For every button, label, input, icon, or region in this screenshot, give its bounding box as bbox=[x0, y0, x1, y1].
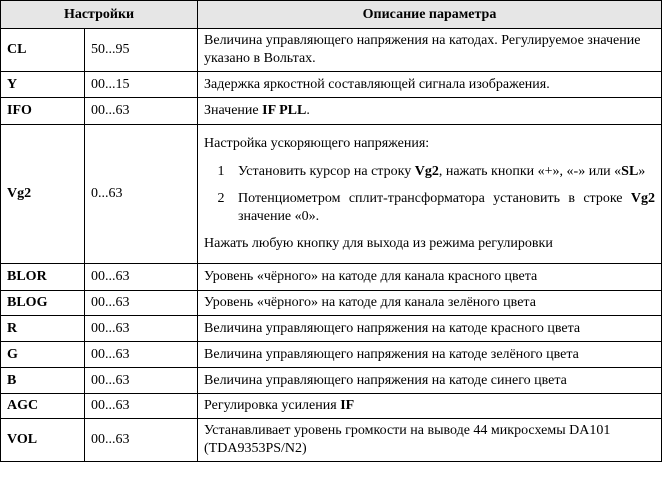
table-row bbox=[1, 316, 662, 342]
table-row bbox=[1, 29, 662, 72]
param-range: 00...63 bbox=[85, 394, 198, 419]
param-description: Устанавливает уровень громкости на выводе 44 микросхемы DA101 (TDA9353PS/N2) bbox=[198, 419, 662, 462]
param-description: Величина управляющего напряжения на катодах. Регулируемое значение указано в Вольтах. bbox=[198, 29, 662, 72]
list-item bbox=[204, 163, 655, 181]
step-text bbox=[238, 163, 655, 181]
param-description: Уровень «чёрного» на катоде для канала зелёного цвета bbox=[198, 291, 662, 316]
header-row bbox=[1, 1, 662, 29]
param-name: R bbox=[1, 316, 85, 342]
param-range: 00...63 bbox=[85, 98, 198, 125]
param-description bbox=[198, 125, 662, 264]
param-name: VOL bbox=[1, 419, 85, 462]
step-text-part: , нажать кнопки «+», «-» или « bbox=[438, 164, 622, 179]
step-text-part: Установить курсор на строку bbox=[238, 164, 415, 179]
settings-header: Настройки bbox=[1, 1, 198, 29]
param-name: Vg2 bbox=[1, 125, 85, 264]
param-description: Задержка яркостной составляющей сигнала изображения. bbox=[198, 72, 662, 98]
param-description bbox=[198, 98, 662, 125]
step-text bbox=[238, 190, 655, 226]
desc-bold-text: IF PLL bbox=[262, 103, 307, 118]
list-item bbox=[204, 190, 655, 226]
param-range: 00...63 bbox=[85, 291, 198, 316]
param-range: 00...63 bbox=[85, 316, 198, 342]
table-row bbox=[1, 419, 662, 462]
step-bold-text: Vg2 bbox=[630, 191, 656, 206]
param-description bbox=[198, 394, 662, 419]
param-name: Y bbox=[1, 72, 85, 98]
vg2-outro-text: Нажать любую кнопку для выхода из режима регулировки bbox=[204, 236, 553, 251]
param-range: 50...95 bbox=[85, 29, 198, 72]
table-row bbox=[1, 394, 662, 419]
param-name: BLOR bbox=[1, 264, 85, 291]
desc-bold-text: IF bbox=[340, 398, 355, 413]
table-row bbox=[1, 98, 662, 125]
desc-text: . bbox=[306, 103, 310, 118]
param-name: G bbox=[1, 342, 85, 368]
param-name: B bbox=[1, 368, 85, 394]
table-row bbox=[1, 264, 662, 291]
param-description: Уровень «чёрного» на катоде для канала красного цвета bbox=[198, 264, 662, 291]
param-name: CL bbox=[1, 29, 85, 72]
step-text-part: значение «0». bbox=[238, 209, 320, 224]
param-description: Величина управляющего напряжения на катоде красного цвета bbox=[198, 316, 662, 342]
desc-text: Регулировка усиления bbox=[204, 398, 341, 413]
desc-text: Значение bbox=[204, 103, 263, 118]
param-range: 00...63 bbox=[85, 419, 198, 462]
param-range: 00...15 bbox=[85, 72, 198, 98]
table-row bbox=[1, 368, 662, 394]
vg2-intro-text: Настройка ускоряющего напряжения: bbox=[204, 136, 430, 151]
param-description: Величина управляющего напряжения на катоде зелёного цвета bbox=[198, 342, 662, 368]
step-number: 1 bbox=[217, 164, 225, 179]
description-header: Описание параметра bbox=[198, 1, 662, 29]
table-row bbox=[1, 291, 662, 316]
table-row bbox=[1, 125, 662, 264]
param-name: AGC bbox=[1, 394, 85, 419]
table-row bbox=[1, 72, 662, 98]
step-text-part: Потенциометром сплит-трансформатора установить в строке bbox=[238, 191, 631, 206]
table-row bbox=[1, 342, 662, 368]
param-range: 00...63 bbox=[85, 368, 198, 394]
param-name: IFO bbox=[1, 98, 85, 125]
param-range: 00...63 bbox=[85, 264, 198, 291]
step-bold-text: Vg2 bbox=[414, 164, 439, 179]
vg2-steps-list bbox=[204, 163, 655, 226]
step-number: 2 bbox=[217, 191, 225, 206]
param-range: 0...63 bbox=[85, 125, 198, 264]
step-text-part: » bbox=[638, 164, 646, 179]
param-description: Величина управляющего напряжения на катоде синего цвета bbox=[198, 368, 662, 394]
step-bold-text: SL bbox=[621, 164, 639, 179]
param-range: 00...63 bbox=[85, 342, 198, 368]
param-name: BLOG bbox=[1, 291, 85, 316]
